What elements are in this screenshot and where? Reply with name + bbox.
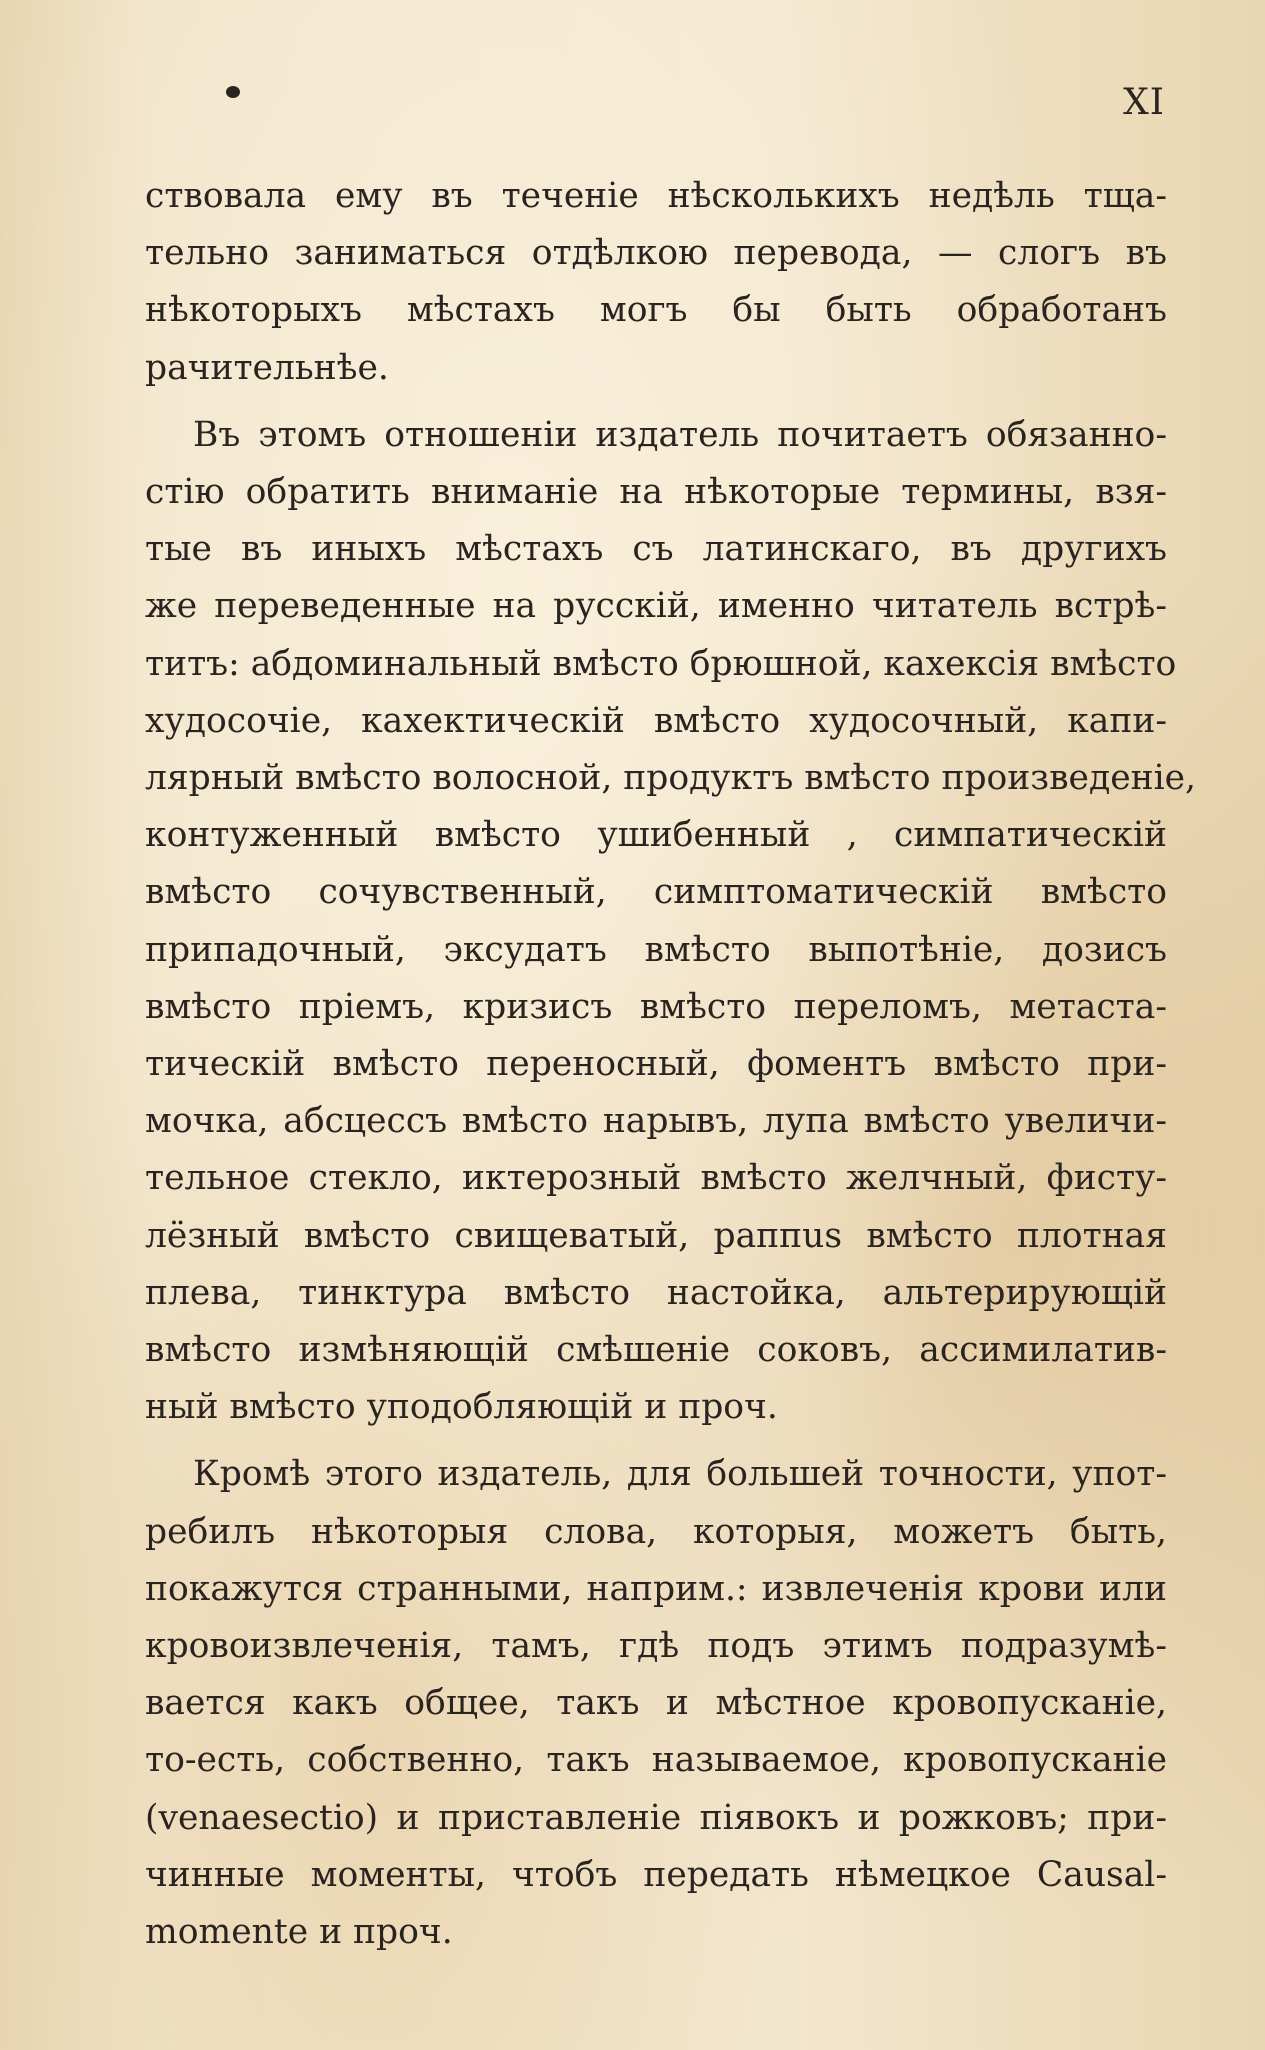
text-line: Кромѣ этого издатель, для большей точности, упот- (193, 1454, 1167, 1495)
text-line: ребилъ нѣкоторыя слова, которыя, можетъ быть, (145, 1511, 1167, 1552)
text-line: нѣкоторыхъ мѣстахъ могъ бы быть обработанъ (145, 290, 1167, 331)
text-line: худосочіе, кахектическій вмѣсто худосочный, капи- (145, 700, 1167, 741)
text-line: тые въ иныхъ мѣстахъ съ латинскаго, въ другихъ (145, 529, 1167, 570)
text-line: тельно заниматься отдѣлкою перевода, — слогъ въ (145, 233, 1167, 274)
ink-speck (226, 86, 240, 98)
text-line: стію обратить вниманіе на нѣкоторые термины, взя- (145, 472, 1167, 513)
text-line: вмѣсто пріемъ, кризисъ вмѣсто переломъ, метаста- (145, 986, 1167, 1027)
text-line: покажутся странными, наприм.: извлеченія крови или (145, 1568, 1167, 1609)
text-line: плева, тинктура вмѣсто настойка, альтерирующій (145, 1272, 1167, 1313)
text-line: то-есть, собственно, такъ называемое, кровопусканіе (145, 1740, 1167, 1781)
text-line: титъ: абдоминальный вмѣсто брюшной, кахексія вмѣсто (145, 643, 1177, 684)
text-line: же переведенные на русскій, именно читатель встрѣ- (145, 586, 1167, 627)
text-line: вмѣсто измѣняющій смѣшеніе соковъ, ассимилатив- (145, 1330, 1167, 1371)
text-line: ный вмѣсто уподобляющій и проч. (145, 1387, 778, 1428)
text-line: ствовала ему въ теченіе нѣсколькихъ недѣль тща- (145, 176, 1167, 216)
page-text (145, 168, 1197, 1961)
page-number: XI (1123, 82, 1165, 123)
text-line: тельное стекло, иктерозный вмѣсто желчный, фисту- (145, 1158, 1167, 1199)
text-line: momente и проч. (145, 1912, 453, 1953)
text-line: лярный вмѣсто волосной, продуктъ вмѣсто произведеніе, (145, 758, 1197, 799)
paragraph-3 (145, 1446, 1167, 1961)
text-line: тическій вмѣсто переносный, фоментъ вмѣсто при- (145, 1044, 1167, 1085)
text-line: припадочный, эксудатъ вмѣсто выпотѣніе, дозисъ (145, 929, 1167, 970)
text-line: мочка, абсцессъ вмѣсто нарывъ, лупа вмѣсто увеличи- (145, 1101, 1167, 1142)
text-line: рачительнѣе. (145, 347, 389, 388)
text-line: чинные моменты, чтобъ передать нѣмецкое Causal- (145, 1854, 1167, 1895)
text-line: контуженный вмѣсто ушибенный , симпатическій (145, 815, 1167, 856)
text-line: лёзный вмѣсто свищеватый, раппus вмѣсто плотная (145, 1215, 1167, 1256)
text-line: вается какъ общее, такъ и мѣстное кровопусканіе, (145, 1683, 1167, 1724)
text-line: Въ этомъ отношеніи издатель почитаетъ обязанно- (193, 414, 1167, 455)
paragraph-1 (145, 168, 1167, 397)
text-line: (venaesectio) и приставленіе піявокъ и рожковъ; при- (145, 1797, 1167, 1838)
text-line: кровоизвлеченія, тамъ, гдѣ подъ этимъ подразумѣ- (145, 1626, 1167, 1667)
text-line: вмѣсто сочувственный, симптоматическій вмѣсто (145, 872, 1167, 913)
paragraph-2 (145, 407, 1197, 1437)
